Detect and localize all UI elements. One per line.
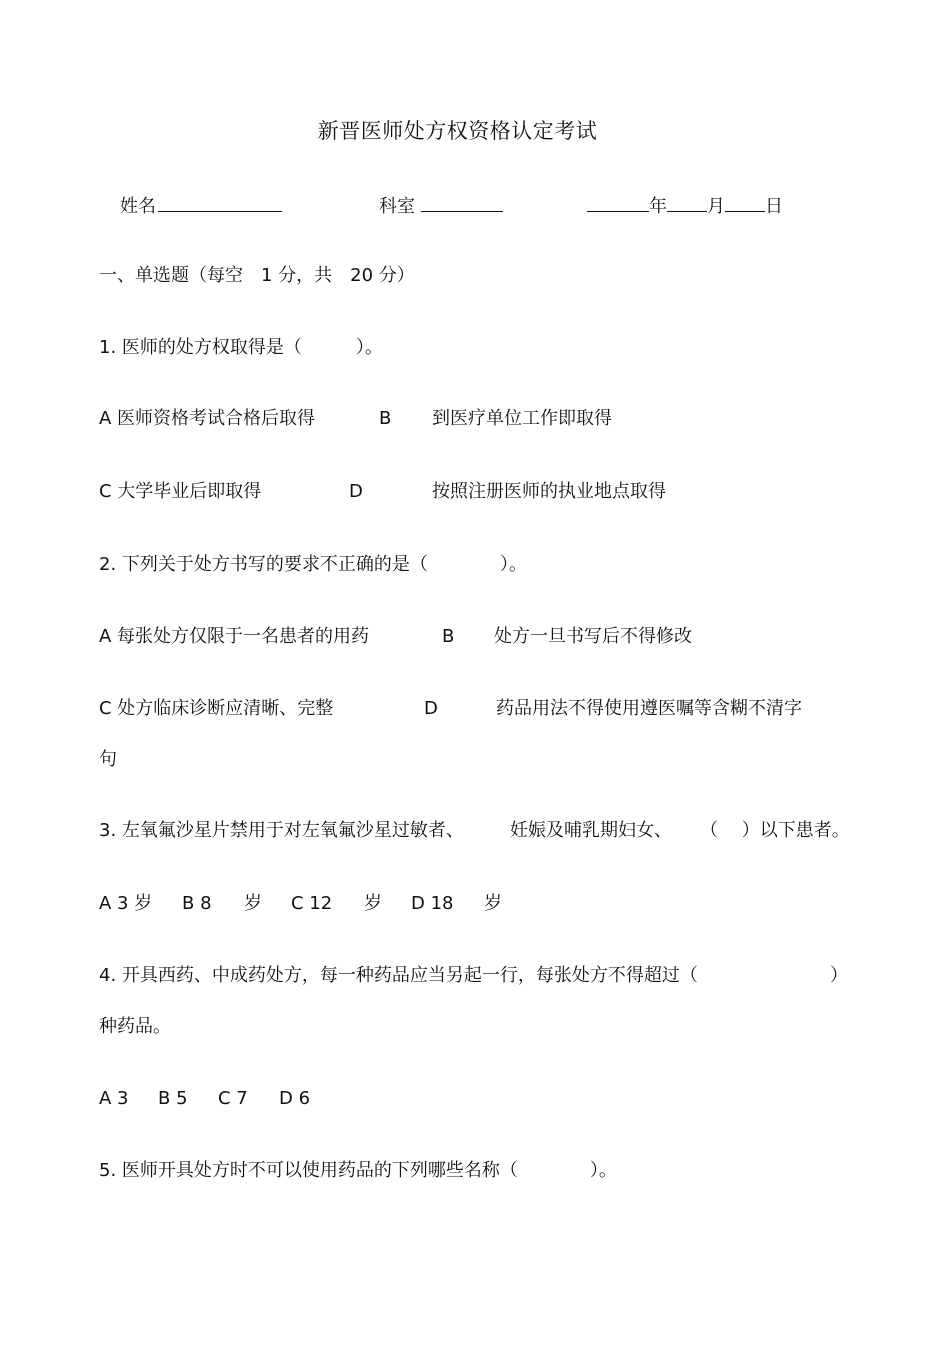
question-4-stem-continued: 种药品。 (99, 1016, 171, 1037)
question-1-option-d: 按照注册医师的执业地点取得 (432, 481, 666, 502)
dept-blank (421, 193, 503, 212)
question-1-option-c: C 大学毕业后即取得 (99, 481, 262, 502)
day-blank (725, 193, 765, 212)
question-1-option-b: 到医疗单位工作即取得 (432, 408, 612, 429)
question-1-option-a: A 医师资格考试合格后取得 (99, 408, 316, 429)
name-field (120, 193, 282, 218)
question-4-stem-close: ） (830, 965, 848, 986)
section-heading: 一、单选题（每空 1 分，共 20 分） (99, 265, 415, 286)
year-label: 年 (649, 196, 667, 217)
question-4-option-d: D 6 (279, 1088, 311, 1109)
question-2-option-b: 处方一旦书写后不得修改 (494, 626, 692, 647)
question-2-stem: 2. 下列关于处方书写的要求不正确的是（ ）。 (99, 554, 527, 575)
question-3-option-b-unit: 岁 (244, 893, 262, 914)
question-4-option-b: B 5 (158, 1088, 188, 1109)
question-3-option-a: A 3 岁 (99, 893, 153, 914)
name-label: 姓名 (120, 196, 156, 217)
question-1-option-b-letter: B (379, 408, 392, 429)
question-5-stem: 5. 医师开具处方时不可以使用药品的下列哪些名称（ ）。 (99, 1160, 617, 1181)
question-3-option-c: C 12 (291, 893, 333, 914)
question-4-stem: 4. 开具西药、中成药处方，每一种药品应当另起一行，每张处方不得超过（ (99, 965, 698, 986)
name-blank (158, 193, 282, 212)
question-1-option-d-letter: D (349, 481, 363, 502)
question-4-option-c: C 7 (218, 1088, 248, 1109)
question-2-option-d-continued: 句 (99, 749, 117, 770)
question-2-option-d: 药品用法不得使用遵医嘱等含糊不清字 (496, 698, 802, 719)
day-label: 日 (765, 196, 783, 217)
question-2-option-a: A 每张处方仅限于一名患者的用药 (99, 626, 370, 647)
month-label: 月 (707, 196, 725, 217)
question-1-stem: 1. 医师的处方权取得是（ ）。 (99, 337, 383, 358)
question-3-option-b: B 8 (182, 893, 212, 914)
dept-label: 科室 (379, 196, 415, 217)
year-blank (587, 193, 649, 212)
question-2-option-c: C 处方临床诊断应清晰、完整 (99, 698, 334, 719)
dept-field (379, 193, 503, 218)
question-2-option-b-letter: B (442, 626, 455, 647)
question-3-stem-part1: 3. 左氧氟沙星片禁用于对左氧氟沙星过敏者、 (99, 820, 464, 841)
question-2-option-d-letter: D (424, 698, 438, 719)
date-field (587, 193, 783, 218)
question-3-option-d-unit: 岁 (484, 893, 502, 914)
page-title: 新晋医师处方权资格认定考试 (317, 119, 598, 143)
question-3-stem-part3: （ ）以下患者。 (700, 820, 850, 841)
question-3-option-d: D 18 (411, 893, 454, 914)
question-3-stem-part2: 妊娠及哺乳期妇女、 (510, 820, 672, 841)
question-3-option-c-unit: 岁 (364, 893, 382, 914)
month-blank (667, 193, 707, 212)
question-4-option-a: A 3 (99, 1088, 129, 1109)
